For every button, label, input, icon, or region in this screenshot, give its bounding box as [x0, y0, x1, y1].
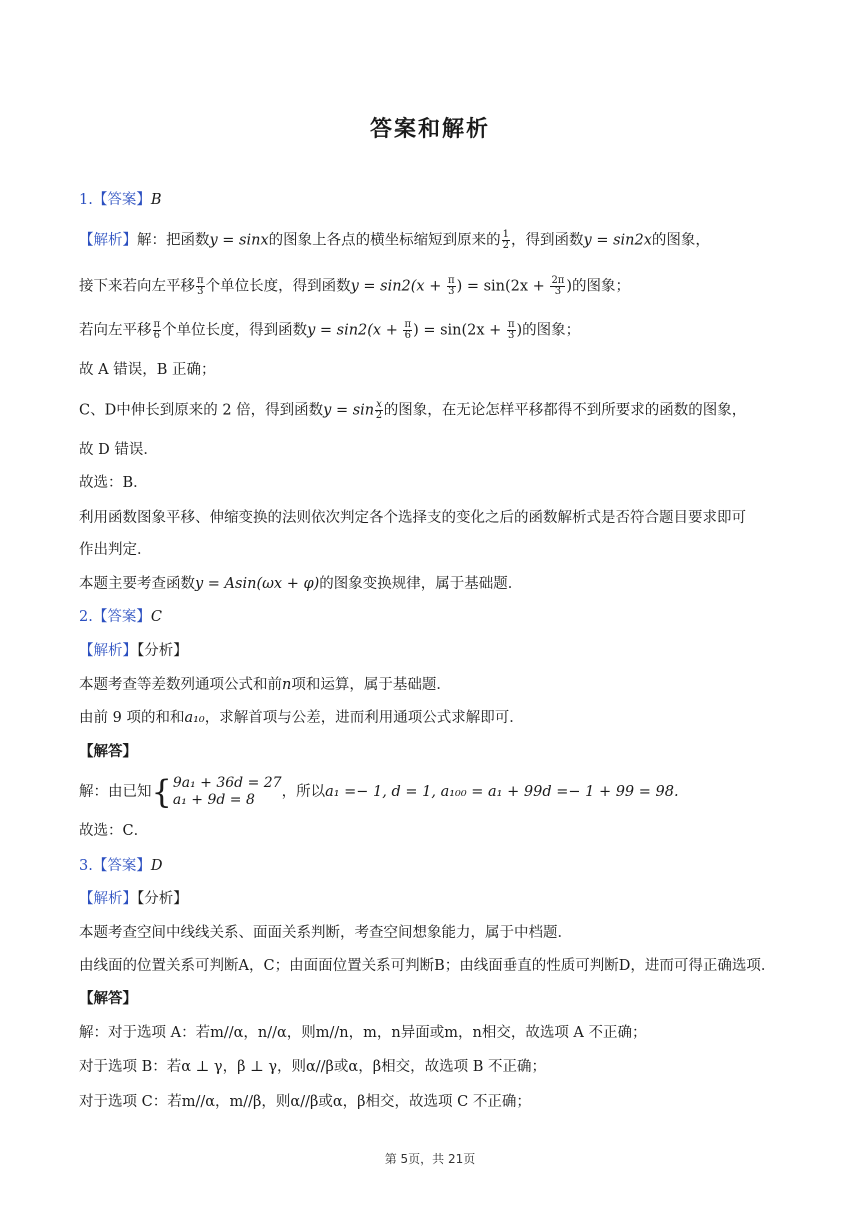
numerator: π — [447, 275, 455, 286]
denominator: 3 — [448, 286, 455, 297]
denominator: 3 — [554, 286, 562, 297]
fraction — [153, 320, 162, 341]
equation-system — [173, 775, 282, 809]
denominator: 3 — [508, 330, 515, 341]
formula: a₁₀ — [184, 710, 205, 726]
q1-analysis-line-2 — [79, 276, 800, 297]
fraction — [196, 276, 205, 297]
q1-line-9: 作出判定． — [79, 542, 152, 558]
q1-answer-tag: 【答案】 — [92, 192, 151, 208]
text: 由前 9 项的和和 — [79, 710, 185, 726]
q1-line-10 — [79, 574, 800, 594]
fraction — [403, 320, 412, 341]
fraction — [550, 276, 565, 297]
q2-analysis-header — [79, 641, 800, 661]
q2-line-4: 故选：C． — [79, 823, 149, 839]
q3-number: 3. — [79, 858, 93, 874]
text: 本题主要考查函数 — [79, 576, 195, 592]
formula: n — [282, 677, 292, 693]
text: )的图象； — [516, 322, 581, 339]
text: ，得到函数 — [511, 232, 584, 249]
formula: y = sin2(x + — [350, 278, 446, 295]
page-footer: 第 5页，共 21页 — [384, 1152, 476, 1166]
q3-line-3: 解：对于选项 A：若m//α，n//α，则m//n，m，n异面或m，n相交，故选项 A 不正确； — [79, 1025, 647, 1041]
q3-analysis-header — [79, 889, 800, 909]
formula: y = sin2x — [583, 232, 652, 249]
q1-analysis-tag: 【解析】 — [79, 232, 137, 249]
denominator: 2 — [375, 410, 383, 421]
formula: ) = sin(2x + — [413, 322, 506, 339]
text: 的图象变换规律，属于基础题． — [319, 576, 523, 592]
denominator: 6 — [153, 330, 160, 341]
q3-line-2: 由线面的位置关系可判断A，C；由面面位置关系可判断B；由线面垂直的性质可判断D，进而可得正确选项． — [79, 958, 776, 974]
numerator: x — [376, 399, 382, 410]
fraction — [502, 230, 510, 251]
text: 的图象，在无论怎样平移都得不到所要求的函数的图象， — [383, 402, 747, 419]
page-title: 答案和解析 — [369, 117, 490, 142]
q2-answer-line — [79, 607, 800, 627]
q1-line-5 — [79, 400, 800, 421]
equation-2: a₁ + 9d = 8 — [172, 792, 255, 808]
text: )的图象； — [566, 278, 631, 295]
analysis-tag: 【解析】 — [79, 891, 137, 907]
q3-solve-heading: 【解答】 — [79, 991, 137, 1007]
q1-analysis-line-1 — [79, 230, 800, 251]
equation-1: 9a₁ + 36d = 27 — [172, 775, 282, 791]
text: 本题考查等差数列通项公式和前 — [79, 677, 282, 693]
brace: { — [151, 773, 172, 811]
q1-answer-line — [79, 190, 800, 210]
text: 接下来若向左平移 — [79, 278, 195, 295]
q3-line-1: 本题考查空间中线线关系、面面关系判断，考查空间想象能力，属于中档题． — [79, 925, 572, 941]
text: 个单位长度，得到函数 — [162, 322, 308, 339]
numerator: π — [153, 319, 161, 330]
q2-line-1 — [79, 675, 800, 695]
text: 项和运算，属于基础题． — [291, 677, 451, 693]
q3-answer: D — [150, 858, 163, 874]
analysis-tag: 【解析】 — [79, 643, 137, 659]
q3-answer-tag: 【答案】 — [92, 858, 151, 874]
text: 个单位长度，得到函数 — [205, 278, 351, 295]
q2-line-2 — [79, 708, 800, 728]
fraction — [507, 320, 516, 341]
q3-line-4: 对于选项 B：若α ⊥ γ，β ⊥ γ，则α//β或α，β相交，故选项 B 不正确； — [79, 1059, 546, 1075]
q1-answer: B — [150, 192, 162, 208]
numerator: π — [507, 319, 515, 330]
text: 若向左平移 — [79, 322, 152, 339]
text: 的图象， — [651, 232, 710, 249]
formula: a₁ =− 1, d = 1, a₁₀₀ = a₁ + 99d =− 1 + 99 = 98. — [325, 784, 679, 800]
formula: y = sin2(x + — [307, 322, 403, 339]
subheading: 【分析】 — [137, 891, 188, 907]
q3-line-5: 对于选项 C：若m//α，m//β，则α//β或α，β相交，故选项 C 不正确； — [79, 1094, 531, 1110]
formula: y = sin — [323, 402, 375, 419]
subheading: 【分析】 — [137, 643, 188, 659]
fraction — [447, 276, 456, 297]
text: 解：把函数 — [137, 232, 210, 249]
q2-number: 2. — [79, 609, 93, 625]
q3-answer-line — [79, 856, 800, 876]
q2-line-3 — [79, 774, 800, 810]
q1-analysis-line-3 — [79, 320, 800, 341]
text: ，所以 — [281, 784, 326, 800]
fraction — [375, 400, 383, 421]
denominator: 3 — [197, 286, 204, 297]
denominator: 6 — [404, 330, 411, 341]
denominator: 2 — [502, 240, 510, 251]
text: ，求解首项与公差，进而利用通项公式求解即可． — [204, 710, 524, 726]
q1-line-4: 故 A 错误，B 正确； — [79, 362, 216, 378]
q2-answer: C — [150, 609, 162, 625]
q1-line-7: 故选：B． — [79, 475, 148, 491]
text: C、D中伸长到原来的 2 倍，得到函数 — [79, 402, 324, 419]
q2-answer-tag: 【答案】 — [92, 609, 151, 625]
numerator: π — [404, 319, 412, 330]
numerator: 1 — [502, 229, 510, 240]
q2-solve-heading: 【解答】 — [79, 744, 137, 760]
numerator: π — [197, 275, 204, 286]
formula: ) = sin(2x + — [456, 278, 550, 295]
formula: y = Asin(ωx + φ) — [195, 576, 320, 592]
q1-number: 1. — [79, 192, 93, 208]
text: 解：由已知 — [79, 784, 152, 800]
formula: y = sinx — [209, 232, 269, 249]
text: 的图象上各点的横坐标缩短到原来的 — [268, 232, 501, 249]
q1-line-8: 利用函数图象平移、伸缩变换的法则依次判定各个选择支的变化之后的函数解析式是否符合题目要求即可 — [79, 510, 746, 526]
numerator: 2π — [551, 275, 565, 286]
q1-line-6: 故 D 错误． — [79, 442, 158, 458]
